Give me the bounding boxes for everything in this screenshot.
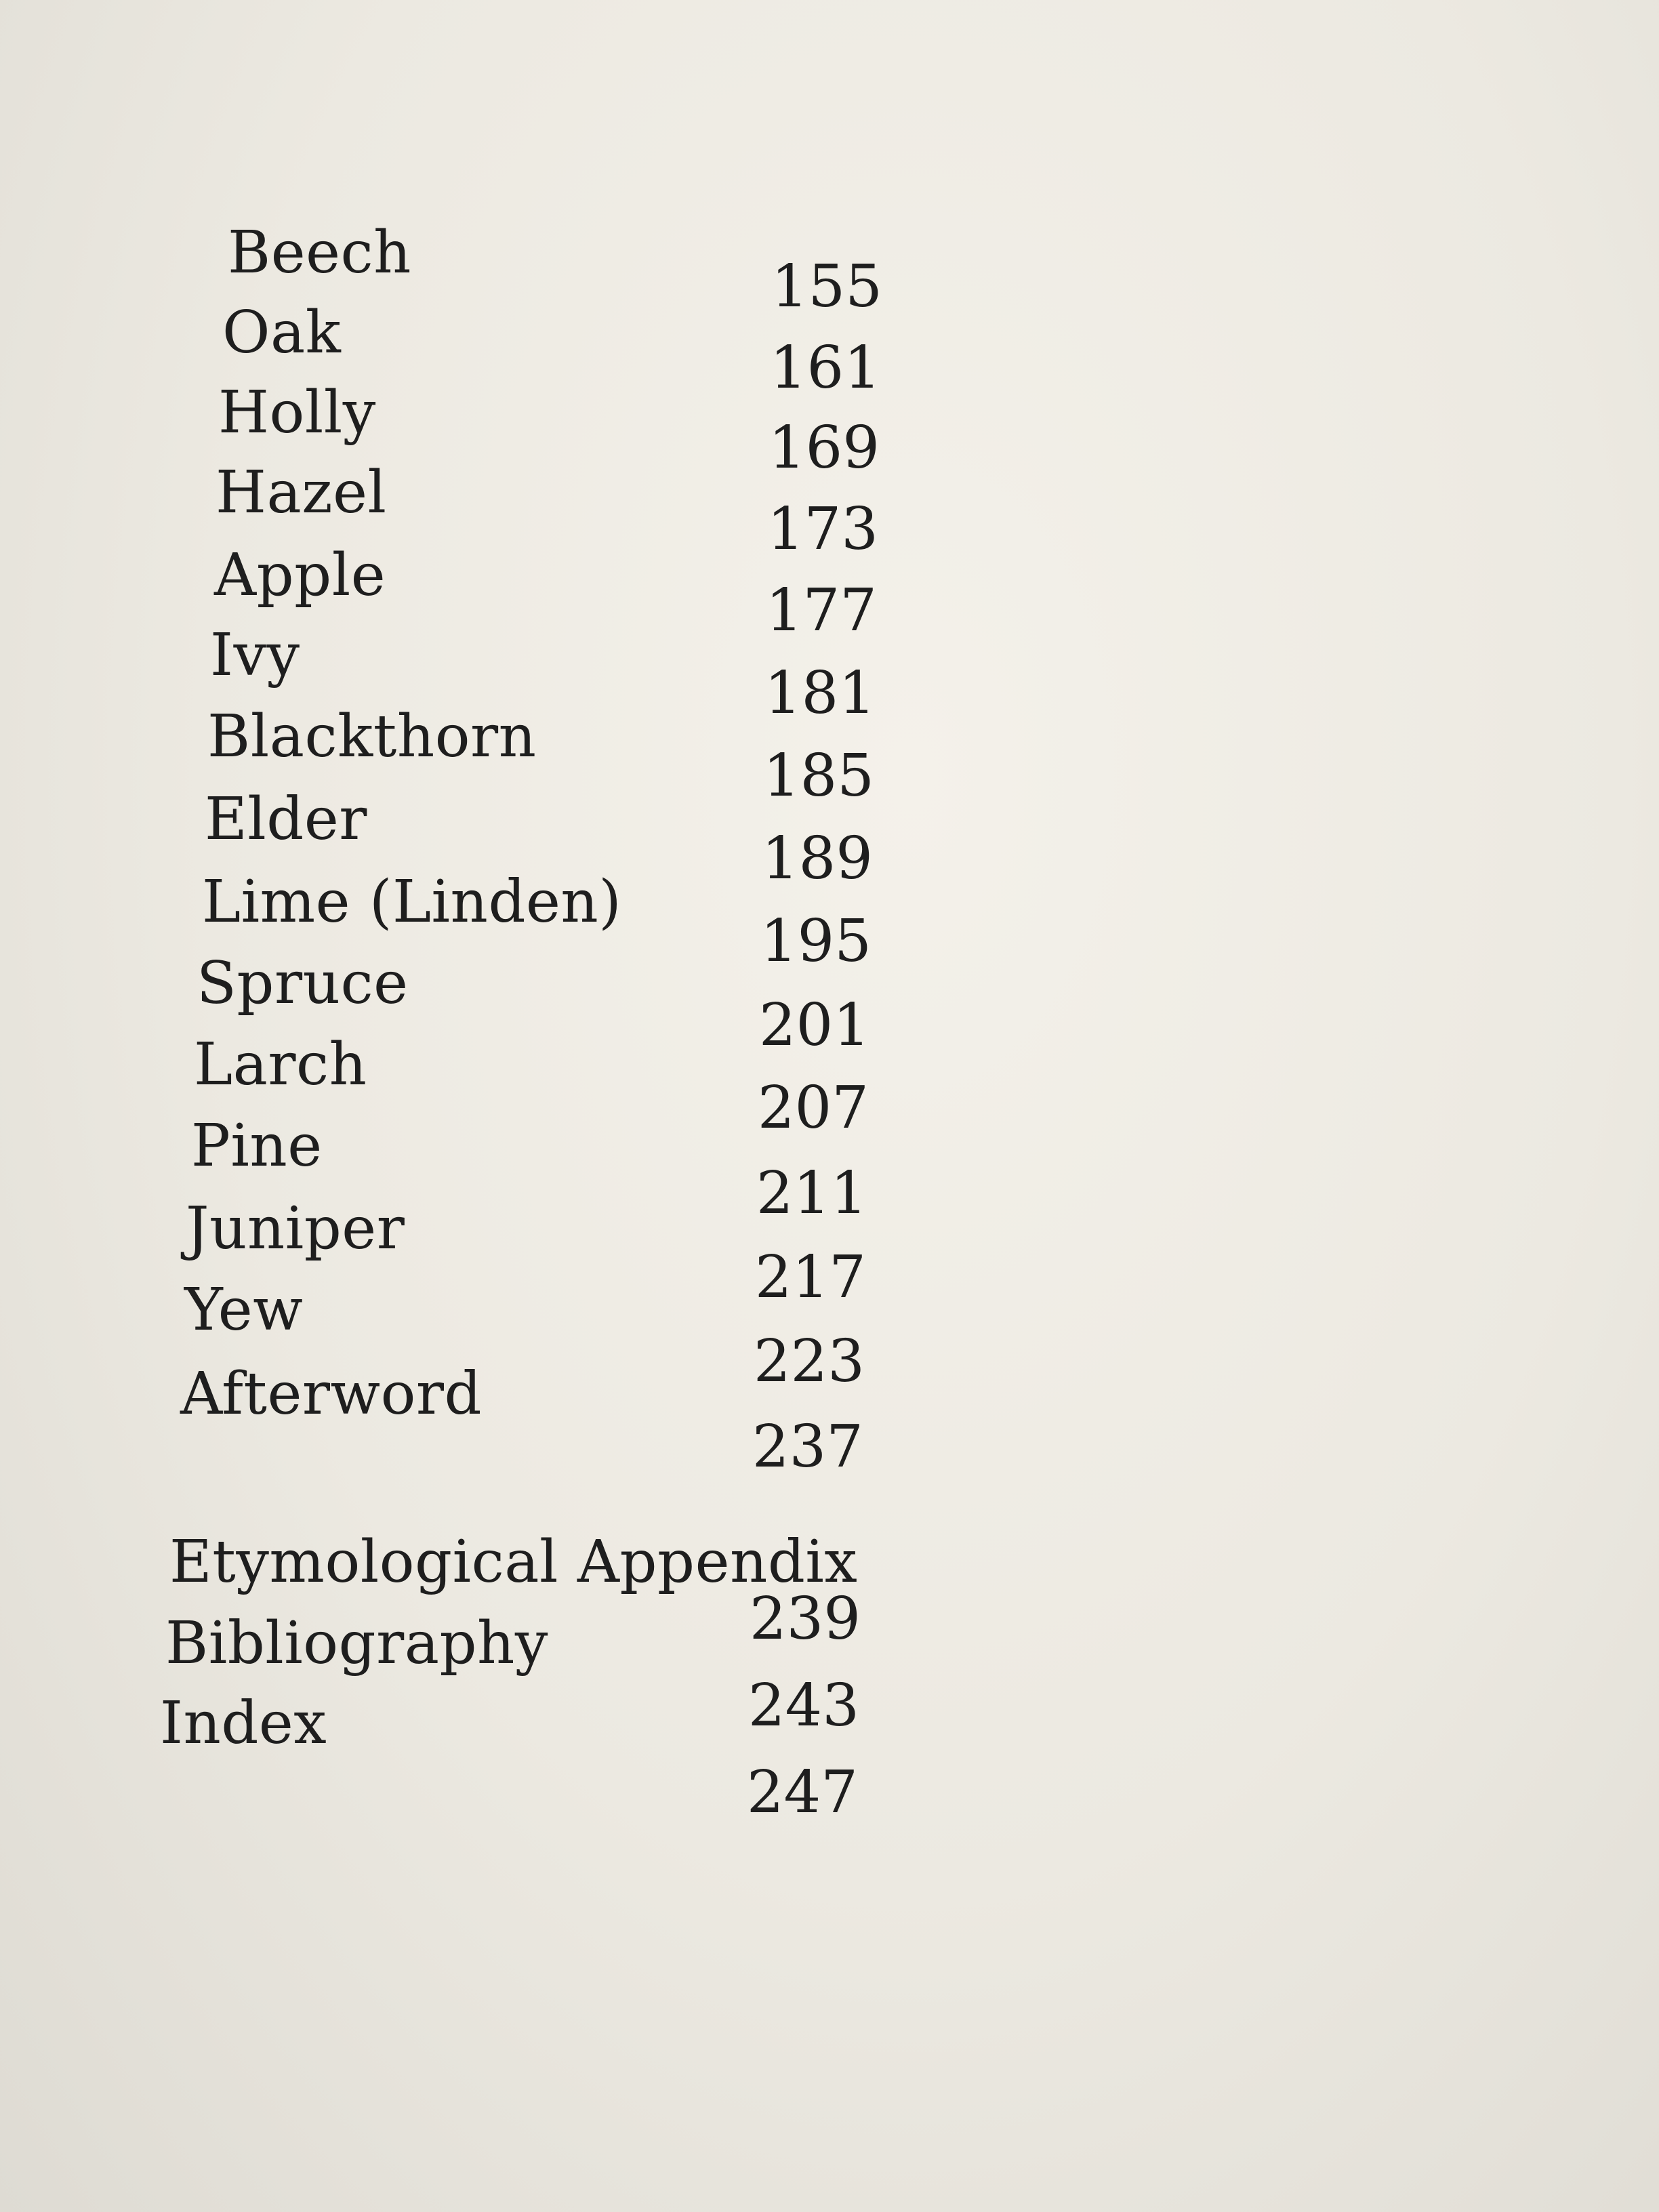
toc-entry-lime-linden[interactable]: Lime (Linden) [202,868,622,936]
toc-entry-afterword[interactable]: Afterword [180,1360,483,1428]
toc-entry-spruce[interactable]: Spruce [197,949,409,1017]
toc-page-number: 195 [760,907,872,975]
toc-page-number: 247 [746,1759,858,1826]
toc-entry-ivy[interactable]: Ivy [210,621,300,689]
toc-page-number: 237 [752,1413,863,1481]
toc-entry-yew[interactable]: Yew [184,1276,304,1344]
toc-page-number: 161 [769,334,881,402]
toc-page-number: 217 [754,1244,866,1311]
toc-entry-hazel[interactable]: Hazel [216,459,387,527]
toc-entry-bibliography[interactable]: Bibliography [165,1610,548,1677]
toc-entry-juniper[interactable]: Juniper [186,1195,405,1263]
toc-page-number: 177 [765,577,877,644]
toc-entry-etymological-appendix[interactable]: Etymological Appendix [169,1528,858,1596]
toc-entry-apple[interactable]: Apple [214,541,386,609]
toc-page-number: 155 [771,253,882,321]
toc-page-number: 211 [756,1160,867,1227]
toc-page-number: 189 [761,825,873,893]
toc-page-number: 173 [766,495,878,563]
toc-page-number: 207 [757,1074,869,1142]
toc-page-number: 239 [749,1585,861,1653]
toc-page-number: 243 [747,1672,859,1740]
toc-entry-oak[interactable]: Oak [222,299,342,367]
toc-entry-elder[interactable]: Elder [205,785,367,853]
toc-page-number: 185 [762,742,874,810]
toc-entry-blackthorn[interactable]: Blackthorn [207,703,537,771]
toc-entry-pine[interactable]: Pine [191,1112,323,1180]
toc-page-number: 223 [753,1328,865,1395]
toc-entry-index[interactable]: Index [160,1689,327,1757]
toc-page-number: 201 [758,991,870,1059]
toc-entry-larch[interactable]: Larch [194,1031,367,1099]
toc-page-number: 181 [764,659,876,727]
toc-entry-beech[interactable]: Beech [228,219,412,287]
toc-entry-holly[interactable]: Holly [218,379,376,447]
toc-page-number: 169 [768,414,880,482]
